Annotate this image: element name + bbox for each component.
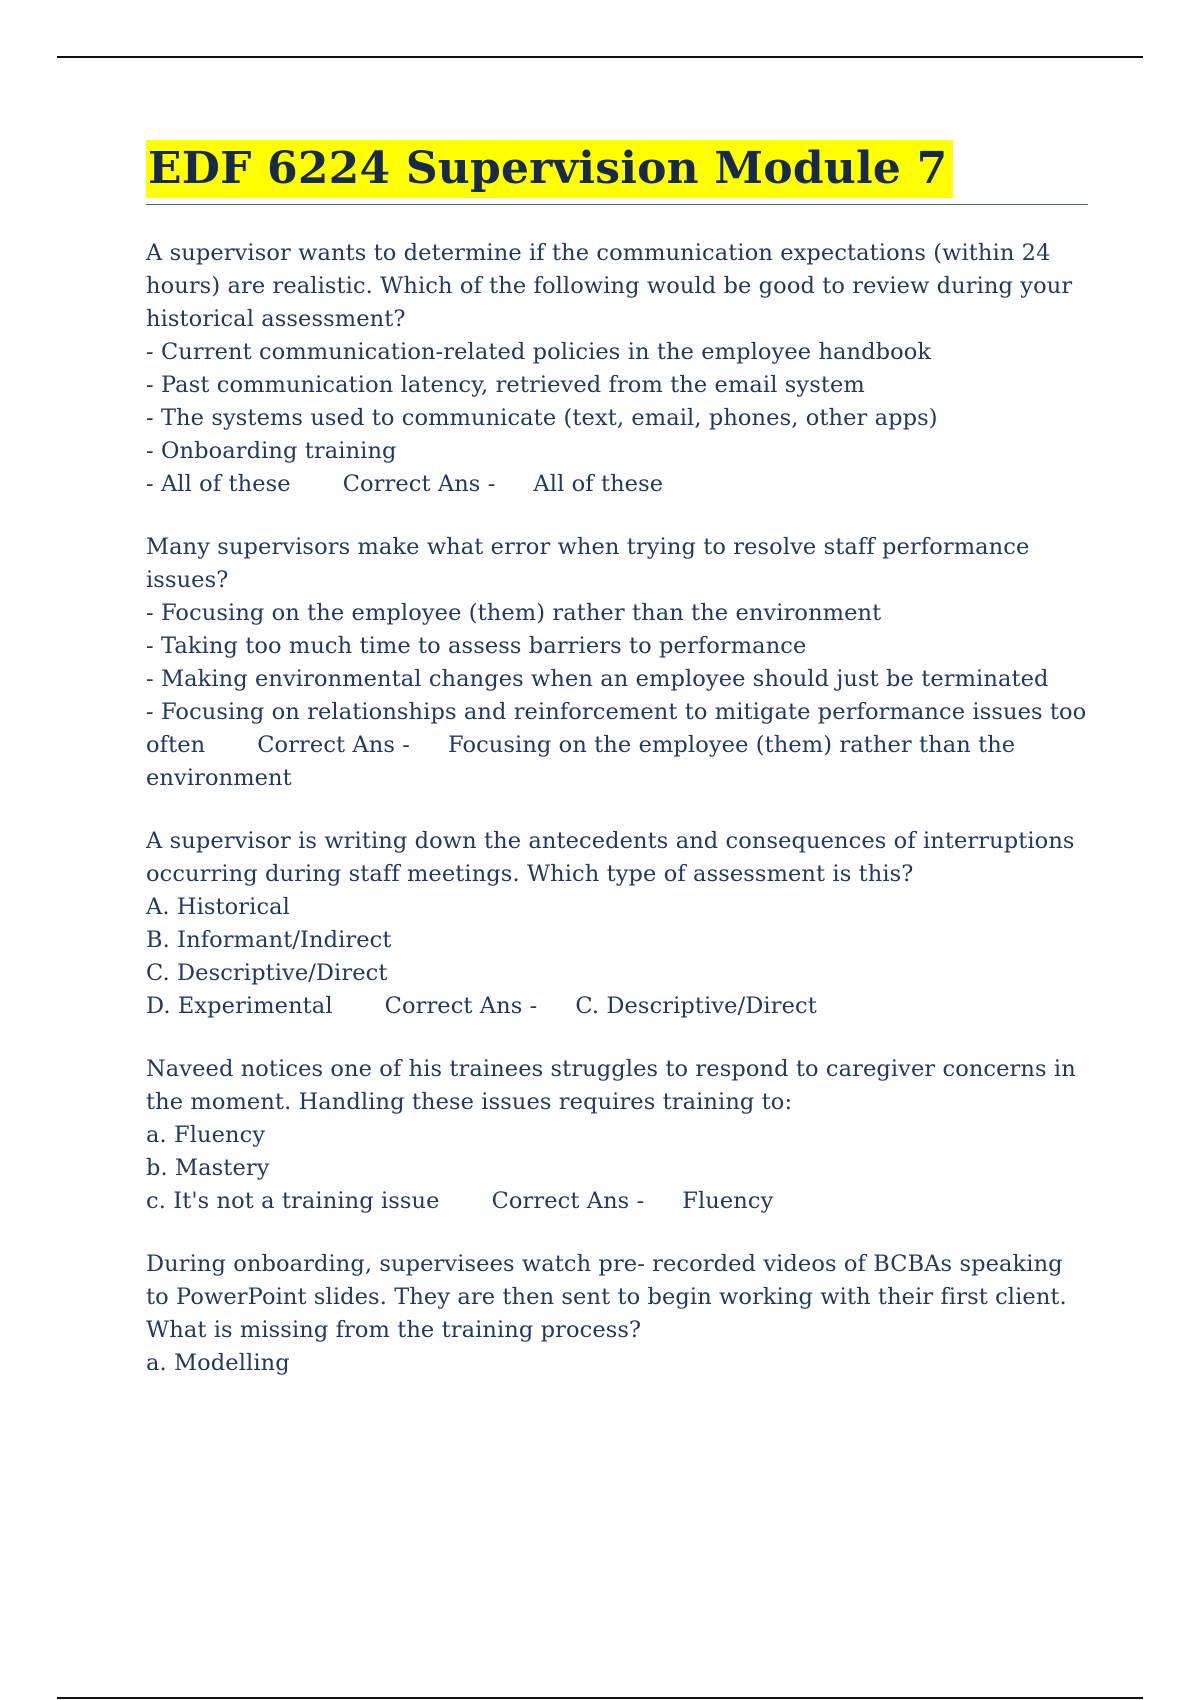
option-line: - Focusing on relationships and reinforcement to mitigate performance issues too often <box>146 699 1087 758</box>
question-block <box>146 531 1088 795</box>
correct-answer-label: Correct Ans - <box>491 1188 645 1214</box>
option-line: c. It's not a training issue <box>146 1188 440 1214</box>
option-line: - Taking too much time to assess barriers to performance <box>146 633 807 659</box>
option-line: D. Experimental <box>146 993 333 1019</box>
option-line: - Focusing on the employee (them) rather than the environment <box>146 600 882 626</box>
answer-line <box>146 1185 1088 1218</box>
question-block <box>146 825 1088 1023</box>
correct-answer-label: Correct Ans - <box>342 471 496 497</box>
correct-answer-label: Correct Ans - <box>257 732 410 758</box>
option-line: b. Mastery <box>146 1155 270 1181</box>
option-line: - Onboarding training <box>146 438 397 464</box>
question-block <box>146 1053 1088 1218</box>
correct-answer: All of these <box>533 471 664 497</box>
answer-line <box>146 468 1088 501</box>
option-line: A. Historical <box>146 894 290 920</box>
document-body <box>146 140 1088 1380</box>
option-line: - Past communication latency, retrieved from the email system <box>146 372 865 398</box>
title-block <box>146 140 1088 205</box>
question-text: During onboarding, supervisees watch pre- recorded videos of BCBAs speaking to PowerPoint slides. They are then sent to begin working with their first client. What is missing from the training process? <box>146 1251 1067 1343</box>
option-line: - Making environmental changes when an employee should just be terminated <box>146 666 1049 692</box>
question-text: Naveed notices one of his trainees struggles to respond to caregiver concerns in the moment. Handling these issues requires training to: <box>146 1056 1076 1115</box>
option-line: - All of these <box>146 471 291 497</box>
correct-answer: Fluency <box>682 1188 774 1214</box>
option-line: - The systems used to communicate (text, email, phones, other apps) <box>146 405 938 431</box>
question-text: A supervisor wants to determine if the communication expectations (within 24 hours) are realistic. Which of the following would be good to review during your historical assessment? <box>146 240 1073 332</box>
answer-line <box>146 990 1088 1023</box>
question-block <box>146 237 1088 501</box>
option-line: B. Informant/Indirect <box>146 927 392 953</box>
question-text: Many supervisors make what error when trying to resolve staff performance issues? <box>146 534 1030 593</box>
option-line: C. Descriptive/Direct <box>146 960 388 986</box>
option-line: - Current communication-related policies in the employee handbook <box>146 339 932 365</box>
bottom-rule <box>57 1697 1143 1699</box>
correct-answer: C. Descriptive/Direct <box>575 993 817 1019</box>
question-block <box>146 1248 1088 1380</box>
question-text: A supervisor is writing down the antecedents and consequences of interruptions occurring during staff meetings. Which type of assessment is this? <box>146 828 1075 887</box>
correct-answer-label: Correct Ans - <box>384 993 538 1019</box>
option-line: a. Fluency <box>146 1122 266 1148</box>
answer-line <box>146 696 1088 795</box>
page-title: EDF 6224 Supervision Module 7 <box>146 140 953 198</box>
option-line: a. Modelling <box>146 1350 290 1376</box>
top-rule <box>57 56 1143 58</box>
correct-answer: Focusing on the employee (them) rather than the environment <box>146 732 1016 791</box>
